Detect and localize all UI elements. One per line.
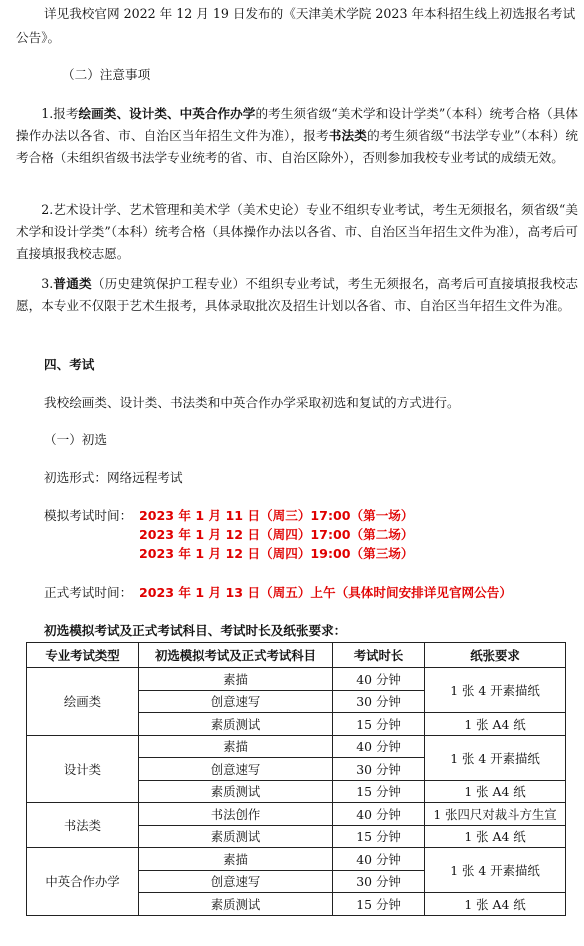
duration-cell: 30 分钟: [333, 870, 425, 893]
paper-cell: 1 张 4 开素描纸: [425, 668, 566, 713]
subject-cell: 创意速写: [139, 758, 333, 781]
duration-cell: 30 分钟: [333, 690, 425, 713]
paper-cell: 1 张四尺对裁斗方生宣: [425, 803, 566, 826]
table-header-row: [27, 643, 566, 668]
paper-cell: 1 张 4 开素描纸: [425, 848, 566, 893]
exam-type-cell: 设计类: [27, 735, 139, 803]
exam-type-cell: 书法类: [27, 803, 139, 848]
paper-cell: 1 张 A4 纸: [425, 780, 566, 803]
exam-heading: 四、考试: [44, 357, 95, 372]
subject-cell: 书法创作: [139, 803, 333, 826]
note-item-3: 3.普通类（历史建筑保护工程专业）不组织专业考试，考生无须报名，高考后可直接填报我校志愿，本专业不仅限于艺术生报考，具体录取批次及招生计划以各省、市、自治区当年招生文件为准。: [16, 276, 579, 313]
header-paper: 纸张要求: [425, 643, 566, 668]
subject-cell: 素质测试: [139, 780, 333, 803]
table-row: [27, 803, 566, 826]
mock-exam-time-1: 2023 年 1 月 11 日（周三）17:00（第一场）: [139, 508, 414, 523]
duration-cell: 40 分钟: [333, 848, 425, 871]
header-exam-type: 专业考试类型: [27, 643, 139, 668]
duration-cell: 15 分钟: [333, 893, 425, 916]
duration-cell: 40 分钟: [333, 735, 425, 758]
table-title: 初选模拟考试及正式考试科目、考试时长及纸张要求：: [44, 623, 347, 638]
duration-cell: 15 分钟: [333, 780, 425, 803]
subject-cell: 素描: [139, 848, 333, 871]
preliminary-heading: （一）初选: [44, 432, 107, 447]
exam-type-cell: 绘画类: [27, 668, 139, 736]
preliminary-form: 初选形式：网络远程考试: [44, 470, 183, 485]
mock-exam-label: 模拟考试时间：: [44, 508, 133, 523]
subject-cell: 素描: [139, 735, 333, 758]
subject-cell: 创意速写: [139, 690, 333, 713]
paper-cell: 1 张 4 开素描纸: [425, 735, 566, 780]
note-1-bold-categories: 绘画类、设计类、中英合作办学: [78, 106, 256, 121]
exam-subjects-table: [26, 642, 566, 916]
duration-cell: 40 分钟: [333, 668, 425, 691]
paper-cell: 1 张 A4 纸: [425, 713, 566, 736]
note-item-2: 2.艺术设计学、艺术管理和美术学（美术史论）专业不组织专业考试，考生无须报名，须省级“美术学和设计学类”（本科）统考合格（具体操作办法以各省、市、自治区当年招生文件为准），高考后可直接填报我校志愿。: [16, 202, 578, 261]
duration-cell: 15 分钟: [333, 713, 425, 736]
duration-cell: 30 分钟: [333, 758, 425, 781]
duration-cell: 40 分钟: [333, 803, 425, 826]
mock-exam-time-3: 2023 年 1 月 12 日（周四）19:00（第三场）: [139, 546, 414, 561]
notes-heading: （二）注意事项: [62, 67, 151, 82]
note-1-bold-calligraphy: 书法类: [328, 128, 368, 143]
paper-cell: 1 张 A4 纸: [425, 893, 566, 916]
intro-line-1: 详见我校官网 2022 年 12 月 19 日发布的《天津美术学院 2023 年本科招生线上初选报名考试: [44, 6, 576, 21]
subject-cell: 创意速写: [139, 870, 333, 893]
intro-line-2: 公告》。: [16, 30, 61, 45]
note-item-1: 1.报考绘画类、设计类、中英合作办学的考生须省级“美术学和设计学类”（本科）统考合格（具体操作办法以各省、市、自治区当年招生文件为准），报考书法类的考生须省级“书法学专业”（本科）统考合格（未组织省级书法学专业统考的省、市、自治区除外），否则参加我校专业考试的成绩无效。: [16, 106, 579, 165]
paper-cell: 1 张 A4 纸: [425, 825, 566, 848]
note-3-bold-general: 普通类: [53, 276, 92, 291]
mock-exam-time-2: 2023 年 1 月 12 日（周四）17:00（第二场）: [139, 527, 414, 542]
subject-cell: 素质测试: [139, 825, 333, 848]
table-row: [27, 735, 566, 758]
formal-exam-label: 正式考试时间：: [44, 585, 133, 600]
subject-cell: 素质测试: [139, 893, 333, 916]
table-row: [27, 668, 566, 691]
subject-cell: 素质测试: [139, 713, 333, 736]
duration-cell: 15 分钟: [333, 825, 425, 848]
subject-cell: 素描: [139, 668, 333, 691]
exam-description: 我校绘画类、设计类、书法类和中英合作办学采取初选和复试的方式进行。: [44, 395, 460, 410]
table-row: [27, 848, 566, 871]
exam-type-cell: 中英合作办学: [27, 848, 139, 916]
header-subject: 初选模拟考试及正式考试科目: [139, 643, 333, 668]
header-duration: 考试时长: [333, 643, 425, 668]
formal-exam-time: 2023 年 1 月 13 日（周五）上午（具体时间安排详见官网公告）: [139, 585, 512, 600]
